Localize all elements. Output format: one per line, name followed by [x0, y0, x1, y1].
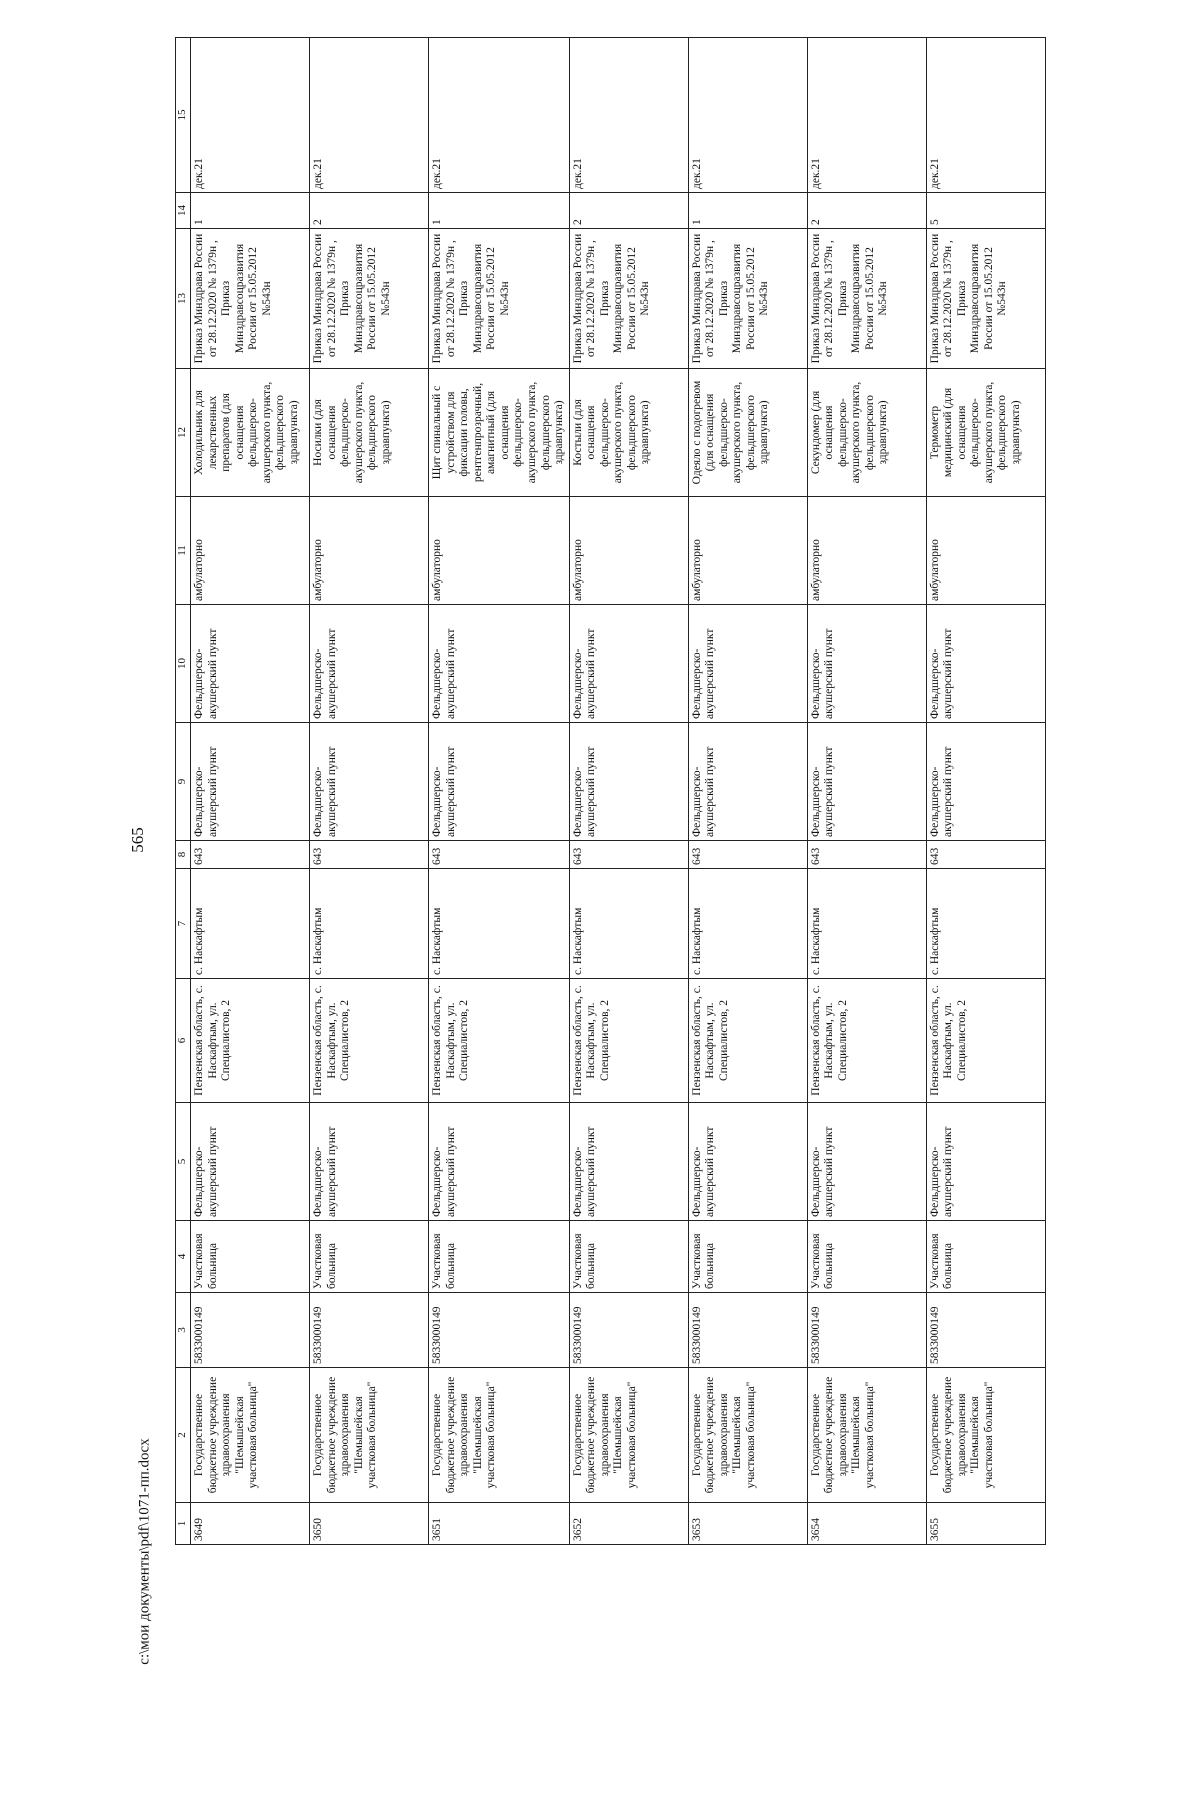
locality-cell: с. Наскафтым	[191, 869, 310, 979]
inn-cell: 5833000149	[569, 1293, 688, 1368]
row-number-cell: 3655	[926, 1503, 1045, 1545]
table-row	[191, 38, 310, 1545]
column-header-13: 13	[176, 229, 191, 369]
row-number-cell: 3654	[807, 1503, 926, 1545]
date-cell: дек.21	[926, 38, 1045, 193]
locality-cell: с. Наскафтым	[688, 869, 807, 979]
locality-cell: с. Наскафтым	[926, 869, 1045, 979]
unit-cell: Фельдшерско-акушерский пункт	[688, 1103, 807, 1221]
institution-type-cell: Участковая больница	[926, 1221, 1045, 1293]
column-header-4: 4	[176, 1221, 191, 1293]
equipment-table	[175, 37, 1046, 1545]
subunit-2-cell: Фельдшерско-акушерский пункт	[688, 605, 807, 723]
table-row	[429, 38, 570, 1545]
institution-type-cell: Участковая больница	[569, 1221, 688, 1293]
table-container	[175, 38, 1025, 1545]
inn-cell: 5833000149	[310, 1293, 429, 1368]
inn-cell: 5833000149	[688, 1293, 807, 1368]
order-cell: Приказ Минздрава России от 28.12.2020 № 1379н , Приказ Минздравсоцразвития России от 15.05.2012 №543н	[807, 229, 926, 369]
order-cell: Приказ Минздрава России от 28.12.2020 № 1379н , Приказ Минздравсоцразвития России от 15.05.2012 №543н	[310, 229, 429, 369]
order-cell: Приказ Минздрава России от 28.12.2020 № 1379н , Приказ Минздравсоцразвития России от 15.05.2012 №543н	[926, 229, 1045, 369]
organization-cell: Государственное бюджетное учреждение здравоохранения "Шемышейская участковая больница"	[688, 1368, 807, 1503]
table-row	[569, 38, 688, 1545]
organization-cell: Государственное бюджетное учреждение здравоохранения "Шемышейская участковая больница"	[807, 1368, 926, 1503]
date-cell: дек.21	[429, 38, 570, 193]
address-cell: Пензенская область, с. Наскафтым, ул. Специалистов, 2	[688, 979, 807, 1103]
column-header-1: 1	[176, 1503, 191, 1545]
column-header-6: 6	[176, 979, 191, 1103]
subunit-2-cell: Фельдшерско-акушерский пункт	[569, 605, 688, 723]
unit-cell: Фельдшерско-акушерский пункт	[807, 1103, 926, 1221]
subunit-2-cell: Фельдшерско-акушерский пункт	[310, 605, 429, 723]
column-header-5: 5	[176, 1103, 191, 1221]
order-cell: Приказ Минздрава России от 28.12.2020 № 1379н , Приказ Минздравсоцразвития России от 15.05.2012 №543н	[429, 229, 570, 369]
okei-code-cell: 643	[807, 841, 926, 869]
row-number-cell: 3652	[569, 1503, 688, 1545]
organization-cell: Государственное бюджетное учреждение здравоохранения "Шемышейская участковая больница"	[310, 1368, 429, 1503]
institution-type-cell: Участковая больница	[688, 1221, 807, 1293]
subunit-2-cell: Фельдшерско-акушерский пункт	[926, 605, 1045, 723]
unit-cell: Фельдшерско-акушерский пункт	[429, 1103, 570, 1221]
order-cell: Приказ Минздрава России от 28.12.2020 № 1379н , Приказ Минздравсоцразвития России от 15.05.2012 №543н	[569, 229, 688, 369]
inn-cell: 5833000149	[926, 1293, 1045, 1368]
care-mode-cell: амбулаторно	[807, 497, 926, 605]
unit-cell: Фельдшерско-акушерский пункт	[310, 1103, 429, 1221]
subunit-cell: Фельдшерско-акушерский пункт	[310, 723, 429, 841]
column-header-10: 10	[176, 605, 191, 723]
equipment-cell: Термометр медицинский (для оснащения фельдшерско-акушерского пункта, фельдшерского здравпункта)	[926, 369, 1045, 497]
table-header-row	[176, 38, 191, 1545]
date-cell: дек.21	[310, 38, 429, 193]
okei-code-cell: 643	[191, 841, 310, 869]
inn-cell: 5833000149	[191, 1293, 310, 1368]
equipment-cell: Секундомер (для оснащения фельдшерско-акушерского пункта, фельдшерского здравпункта)	[807, 369, 926, 497]
subunit-2-cell: Фельдшерско-акушерский пункт	[191, 605, 310, 723]
equipment-cell: Холодильник для лекарственных препаратов (для оснащения фельдшерско-акушерского пункта, фельдшерского здравпункта)	[191, 369, 310, 497]
subunit-cell: Фельдшерско-акушерский пункт	[569, 723, 688, 841]
equipment-cell: Носилки (для оснащения фельдшерско-акушерского пункта, фельдшерского здравпункта)	[310, 369, 429, 497]
unit-cell: Фельдшерско-акушерский пункт	[926, 1103, 1045, 1221]
subunit-2-cell: Фельдшерско-акушерский пункт	[429, 605, 570, 723]
organization-cell: Государственное бюджетное учреждение здравоохранения "Шемышейская участковая больница"	[569, 1368, 688, 1503]
institution-type-cell: Участковая больница	[807, 1221, 926, 1293]
quantity-cell: 2	[807, 193, 926, 229]
locality-cell: с. Наскафтым	[569, 869, 688, 979]
row-number-cell: 3650	[310, 1503, 429, 1545]
okei-code-cell: 643	[569, 841, 688, 869]
organization-cell: Государственное бюджетное учреждение здравоохранения "Шемышейская участковая больница"	[191, 1368, 310, 1503]
care-mode-cell: амбулаторно	[926, 497, 1045, 605]
column-header-14: 14	[176, 193, 191, 229]
subunit-cell: Фельдшерско-акушерский пункт	[688, 723, 807, 841]
address-cell: Пензенская область, с. Наскафтым, ул. Специалистов, 2	[926, 979, 1045, 1103]
subunit-cell: Фельдшерско-акушерский пункт	[429, 723, 570, 841]
address-cell: Пензенская область, с. Наскафтым, ул. Специалистов, 2	[569, 979, 688, 1103]
table-row	[807, 38, 926, 1545]
table-row	[310, 38, 429, 1545]
subunit-cell: Фельдшерско-акушерский пункт	[926, 723, 1045, 841]
okei-code-cell: 643	[688, 841, 807, 869]
page-number: 565	[128, 827, 147, 853]
locality-cell: с. Наскафтым	[310, 869, 429, 979]
equipment-cell: Щит спинальный с устройством для фиксации головы, рентгенпрозрачный, амагнитный (для оснащения фельдшерско-акушерского пункта, фельдшерского здравпункта)	[429, 369, 570, 497]
column-header-15: 15	[176, 38, 191, 193]
table-row	[926, 38, 1045, 1545]
footer-file-path: c:\мои документы\pdf\1071-пп.docx	[136, 1438, 153, 1665]
column-header-11: 11	[176, 497, 191, 605]
table-row	[688, 38, 807, 1545]
equipment-cell: Одеяло с подогревом (для оснащения фельдшерско-акушерского пункта, фельдшерского здравпункта)	[688, 369, 807, 497]
row-number-cell: 3653	[688, 1503, 807, 1545]
date-cell: дек.21	[807, 38, 926, 193]
locality-cell: с. Наскафтым	[807, 869, 926, 979]
unit-cell: Фельдшерско-акушерский пункт	[191, 1103, 310, 1221]
care-mode-cell: амбулаторно	[429, 497, 570, 605]
okei-code-cell: 643	[429, 841, 570, 869]
equipment-cell: Костыли (для оснащения фельдшерско-акушерского пункта, фельдшерского здравпункта)	[569, 369, 688, 497]
locality-cell: с. Наскафтым	[429, 869, 570, 979]
address-cell: Пензенская область, с. Наскафтым, ул. Специалистов, 2	[807, 979, 926, 1103]
row-number-cell: 3651	[429, 1503, 570, 1545]
date-cell: дек.21	[191, 38, 310, 193]
column-header-12: 12	[176, 369, 191, 497]
order-cell: Приказ Минздрава России от 28.12.2020 № 1379н , Приказ Минздравсоцразвития России от 15.05.2012 №543н	[688, 229, 807, 369]
column-header-9: 9	[176, 723, 191, 841]
institution-type-cell: Участковая больница	[191, 1221, 310, 1293]
column-header-2: 2	[176, 1368, 191, 1503]
unit-cell: Фельдшерско-акушерский пункт	[569, 1103, 688, 1221]
quantity-cell: 1	[429, 193, 570, 229]
inn-cell: 5833000149	[807, 1293, 926, 1368]
okei-code-cell: 643	[310, 841, 429, 869]
care-mode-cell: амбулаторно	[310, 497, 429, 605]
address-cell: Пензенская область, с. Наскафтым, ул. Специалистов, 2	[429, 979, 570, 1103]
date-cell: дек.21	[569, 38, 688, 193]
subunit-cell: Фельдшерско-акушерский пункт	[807, 723, 926, 841]
column-header-3: 3	[176, 1293, 191, 1368]
column-header-7: 7	[176, 869, 191, 979]
address-cell: Пензенская область, с. Наскафтым, ул. Специалистов, 2	[310, 979, 429, 1103]
quantity-cell: 5	[926, 193, 1045, 229]
order-cell: Приказ Минздрава России от 28.12.2020 № 1379н , Приказ Минздравсоцразвития России от 15.05.2012 №543н	[191, 229, 310, 369]
organization-cell: Государственное бюджетное учреждение здравоохранения "Шемышейская участковая больница"	[429, 1368, 570, 1503]
care-mode-cell: амбулаторно	[191, 497, 310, 605]
care-mode-cell: амбулаторно	[688, 497, 807, 605]
quantity-cell: 2	[569, 193, 688, 229]
quantity-cell: 1	[191, 193, 310, 229]
date-cell: дек.21	[688, 38, 807, 193]
institution-type-cell: Участковая больница	[429, 1221, 570, 1293]
quantity-cell: 1	[688, 193, 807, 229]
organization-cell: Государственное бюджетное учреждение здравоохранения "Шемышейская участковая больница"	[926, 1368, 1045, 1503]
care-mode-cell: амбулаторно	[569, 497, 688, 605]
institution-type-cell: Участковая больница	[310, 1221, 429, 1293]
column-header-8: 8	[176, 841, 191, 869]
quantity-cell: 2	[310, 193, 429, 229]
inn-cell: 5833000149	[429, 1293, 570, 1368]
row-number-cell: 3649	[191, 1503, 310, 1545]
address-cell: Пензенская область, с. Наскафтым, ул. Специалистов, 2	[191, 979, 310, 1103]
subunit-cell: Фельдшерско-акушерский пункт	[191, 723, 310, 841]
okei-code-cell: 643	[926, 841, 1045, 869]
subunit-2-cell: Фельдшерско-акушерский пункт	[807, 605, 926, 723]
